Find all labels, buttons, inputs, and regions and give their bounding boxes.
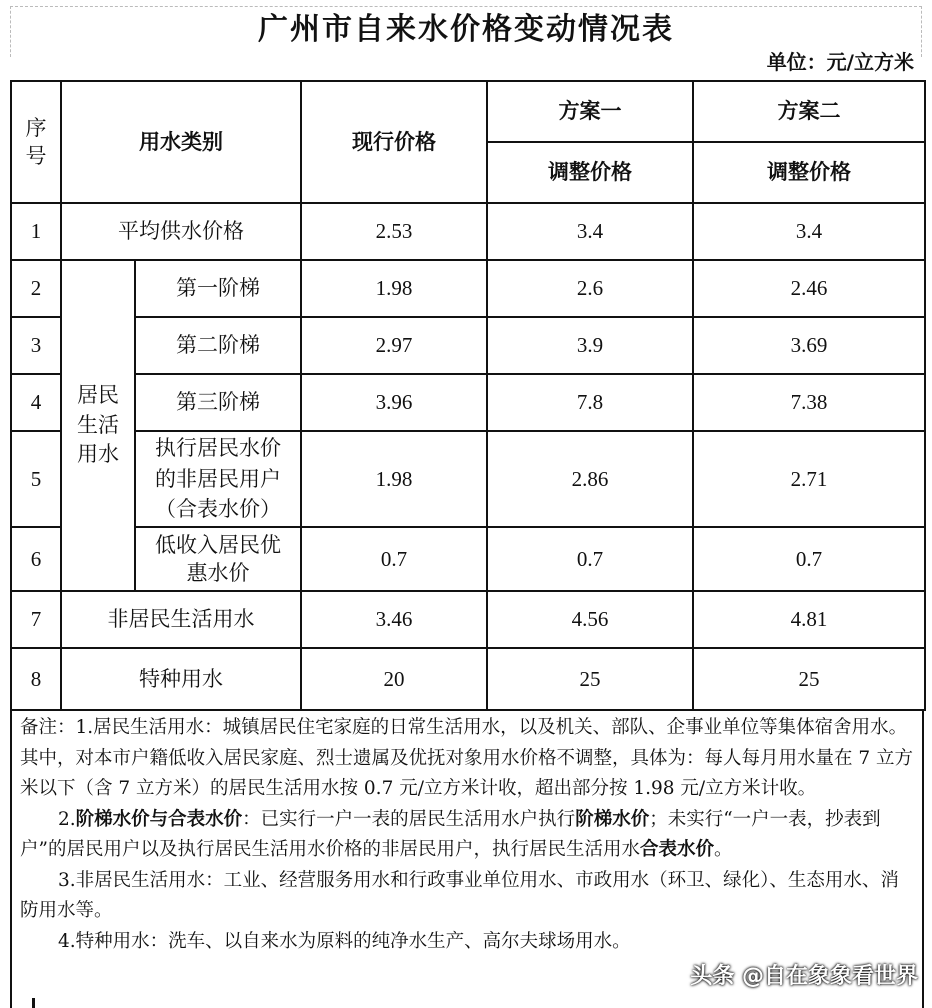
row-seq: 8 <box>11 648 61 710</box>
page-edge-mark <box>32 998 35 1008</box>
price-table <box>10 80 926 711</box>
row-current: 2.53 <box>301 203 487 260</box>
table-row <box>11 648 925 710</box>
row-current: 0.7 <box>301 527 487 591</box>
row-plan2: 25 <box>693 648 925 710</box>
table-row <box>11 431 925 527</box>
row-category: 平均供水价格 <box>61 203 301 260</box>
note-4: 4.特种用水：洗车、以自来水为原料的纯净水生产、高尔夫球场用水。 <box>58 930 631 952</box>
row-plan1: 7.8 <box>487 374 693 431</box>
unit-label: 单位：元/立方米 <box>766 50 914 74</box>
row-plan2: 7.38 <box>693 374 925 431</box>
note-3: 3.非居民生活用水：工业、经营服务用水和行政事业单位用水、市政用水（环卫、绿化）、生态用水、消防用水等。 <box>20 869 899 921</box>
row-current: 3.96 <box>301 374 487 431</box>
header-category: 用水类别 <box>61 81 301 203</box>
table-row <box>11 203 925 260</box>
row-category: 非居民生活用水 <box>61 591 301 648</box>
row-seq: 7 <box>11 591 61 648</box>
header-adjusted-price-1: 调整价格 <box>487 142 693 203</box>
row-seq: 2 <box>11 260 61 317</box>
page-title: 广州市自来水价格变动情况表 <box>10 6 922 57</box>
row-plan2: 2.71 <box>693 431 925 527</box>
row-plan2: 3.69 <box>693 317 925 374</box>
row-plan2: 4.81 <box>693 591 925 648</box>
row-current: 1.98 <box>301 431 487 527</box>
header-current-price: 现行价格 <box>301 81 487 203</box>
row-category: 第一阶梯 <box>135 260 301 317</box>
row-category: 特种用水 <box>61 648 301 710</box>
row-seq: 5 <box>11 431 61 527</box>
row-plan2: 2.46 <box>693 260 925 317</box>
row-plan1: 2.86 <box>487 431 693 527</box>
header-plan1: 方案一 <box>487 81 693 142</box>
row-category: 执行居民水价的非居民用户（合表水价） <box>135 431 301 527</box>
header-seq: 序号 <box>11 81 61 203</box>
row-plan2: 3.4 <box>693 203 925 260</box>
row-plan1: 4.56 <box>487 591 693 648</box>
row-plan2: 0.7 <box>693 527 925 591</box>
table-row <box>11 260 925 317</box>
header-adjusted-price-2: 调整价格 <box>693 142 925 203</box>
row-category: 第二阶梯 <box>135 317 301 374</box>
row-plan1: 2.6 <box>487 260 693 317</box>
table-row <box>11 374 925 431</box>
row-seq: 1 <box>11 203 61 260</box>
note-1: 备注：1.居民生活用水：城镇居民住宅家庭的日常生活用水，以及机关、部队、企事业单位等集体宿舍用水。其中，对本市户籍低收入居民家庭、烈士遗属及优抚对象用水价格不调整，具体为：每人每月用水量在 7 立方米以下（含 7 立方米）的居民生活用水按 0.7 元/立方米计收，超出部分按 1.98 元/立方米计收。 <box>20 717 914 799</box>
row-current: 20 <box>301 648 487 710</box>
row-current: 1.98 <box>301 260 487 317</box>
row-plan1: 3.9 <box>487 317 693 374</box>
table-row <box>11 317 925 374</box>
row-current: 3.46 <box>301 591 487 648</box>
table-row <box>11 527 925 591</box>
residential-group-label: 居民生活用水 <box>61 260 135 591</box>
row-category: 低收入居民优惠水价 <box>135 527 301 591</box>
row-category: 第三阶梯 <box>135 374 301 431</box>
row-plan1: 25 <box>487 648 693 710</box>
row-current: 2.97 <box>301 317 487 374</box>
watermark: 头条 @自在象象看世界 <box>690 964 918 989</box>
header-plan2: 方案二 <box>693 81 925 142</box>
row-plan1: 3.4 <box>487 203 693 260</box>
note-2: 2.阶梯水价与合表水价：已实行一户一表的居民生活用水户执行阶梯水价；未实行“一户一表，抄表到户”的居民用户以及执行居民生活用水价格的非居民用户，执行居民生活用水合表水价。 <box>20 808 881 860</box>
row-seq: 4 <box>11 374 61 431</box>
row-seq: 3 <box>11 317 61 374</box>
table-row <box>11 591 925 648</box>
row-seq: 6 <box>11 527 61 591</box>
row-plan1: 0.7 <box>487 527 693 591</box>
